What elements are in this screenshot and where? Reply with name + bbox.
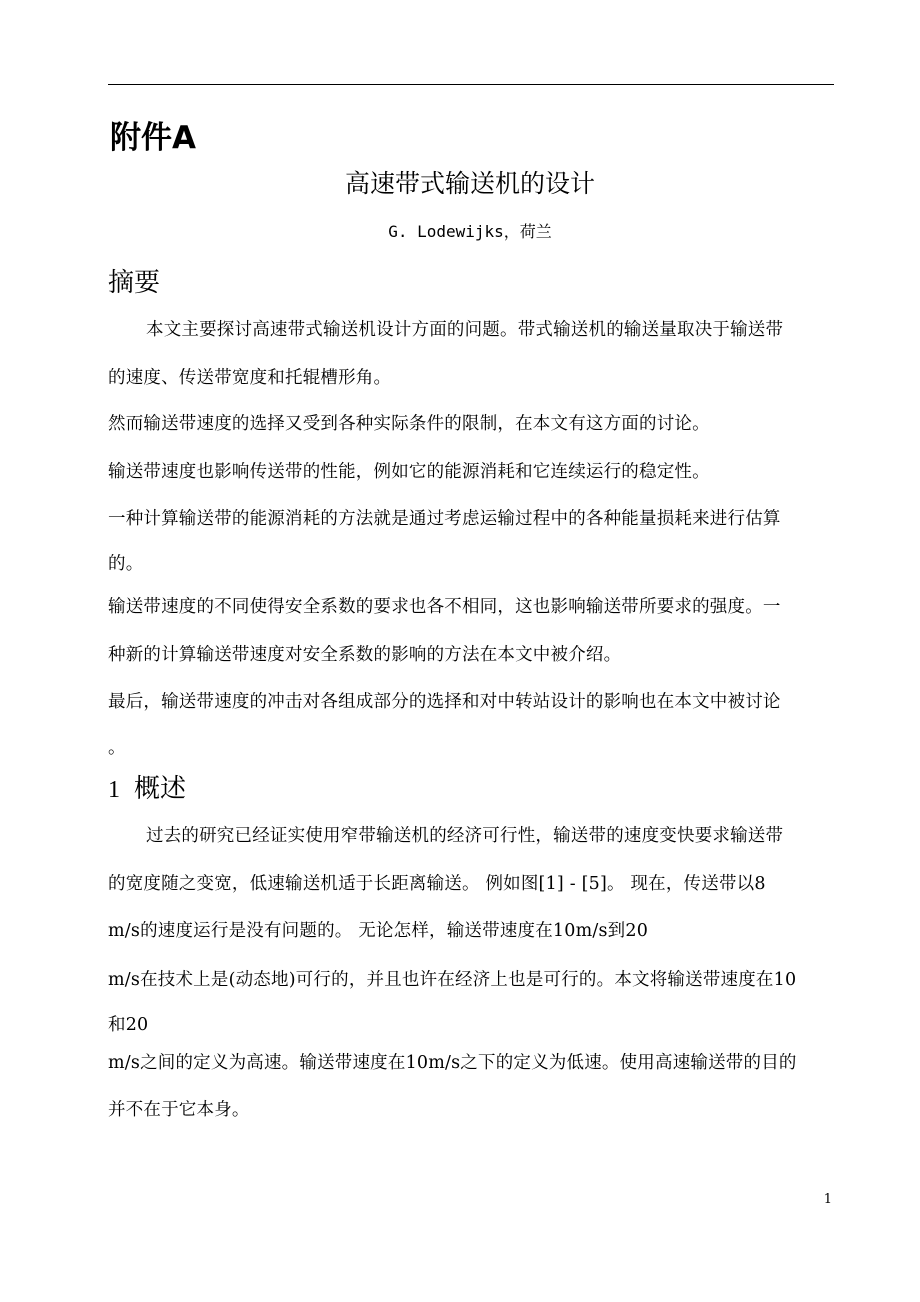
abstract-heading: 摘要	[108, 268, 161, 298]
abstract-line: 输送带速度也影响传送带的性能，例如它的能源消耗和它连续运行的稳定性。	[108, 462, 710, 482]
abstract-line: 然而输送带速度的选择又受到各种实际条件的限制，在本文有这方面的讨论。	[108, 414, 710, 434]
section-line: m/s的速度运行是没有问题的。 无论怎样，输送带速度在10m/s到20	[108, 921, 649, 941]
header-rule	[108, 84, 834, 85]
section-number: 1	[108, 777, 120, 803]
section-line: 的宽度随之变宽，低速输送机适于长距离输送。 例如图[1] - [5]。 现在，传送带以8	[108, 874, 766, 894]
abstract-line: 种新的计算输送带速度对安全系数的影响的方法在本文中被介绍。	[108, 645, 622, 665]
abstract-line: 。	[108, 738, 126, 758]
section-line: m/s之间的定义为高速。输送带速度在10m/s之下的定义为低速。使用高速输送带的目的	[108, 1053, 797, 1073]
abstract-line: 的速度、传送带宽度和托辊槽形角。	[108, 368, 392, 388]
abstract-line: 最后，输送带速度的冲击对各组成部分的选择和对中转站设计的影响也在本文中被讨论	[108, 692, 781, 712]
appendix-label: 附件A	[110, 120, 196, 156]
section-heading	[108, 768, 186, 805]
document-title: 高速带式输送机的设计	[344, 169, 595, 198]
page-number: 1	[823, 1192, 832, 1207]
section-line: m/s在技术上是(动态地)可行的，并且也许在经济上也是可行的。本文将输送带速度在10	[108, 970, 797, 990]
author-line: G. Lodewijks，荷兰	[388, 222, 552, 241]
abstract-line: 的。	[108, 554, 144, 574]
abstract-line: 本文主要探讨高速带式输送机设计方面的问题。带式输送机的输送量取决于输送带	[146, 320, 784, 340]
abstract-line: 输送带速度的不同使得安全系数的要求也各不相同，这也影响输送带所要求的强度。一	[108, 597, 781, 617]
section-line: 和20	[108, 1015, 149, 1035]
section-line: 过去的研究已经证实使用窄带输送机的经济可行性，输送带的速度变快要求输送带	[146, 826, 784, 846]
section-title: 概述	[134, 774, 187, 804]
section-line: 并不在于它本身。	[108, 1100, 250, 1120]
abstract-line: 一种计算输送带的能源消耗的方法就是通过考虑运输过程中的各种能量损耗来进行估算	[108, 509, 781, 529]
